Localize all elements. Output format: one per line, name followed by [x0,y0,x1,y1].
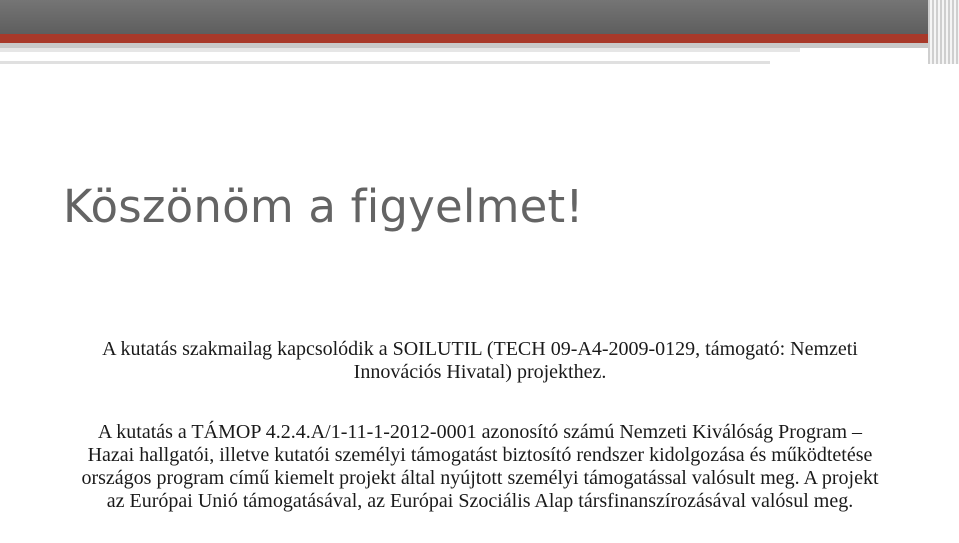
header-edge-stripes [928,0,959,64]
slide-title: Köszönöm a figyelmet! [63,180,584,233]
header-underline [0,61,770,64]
header-gray-bar [0,0,930,34]
funding-note-tamop: A kutatás a TÁMOP 4.2.4.A/1-11-1-2012-0001 azonosító számú Nemzeti Kiválóság Program – Hazai hallgatói, illetve kutatói személyi támogatást biztosító rendszer kidolgozása és működtetése országos program című kiemelt projekt által nyújtott személyi támogatással valósult meg. A projekt az Európai Unió támogatásával, az Európai Szociális Alap társfinanszírozásával valósul meg. [81,421,879,512]
funding-note-soilutil: A kutatás szakmailag kapcsolódik a SOILUTIL (TECH 09-A4-2009-0129, támogató: Nemzeti Innovációs Hivatal) projekthez. [102,338,858,383]
header-divider-line-light [0,48,800,52]
header-accent-bar [0,34,940,43]
